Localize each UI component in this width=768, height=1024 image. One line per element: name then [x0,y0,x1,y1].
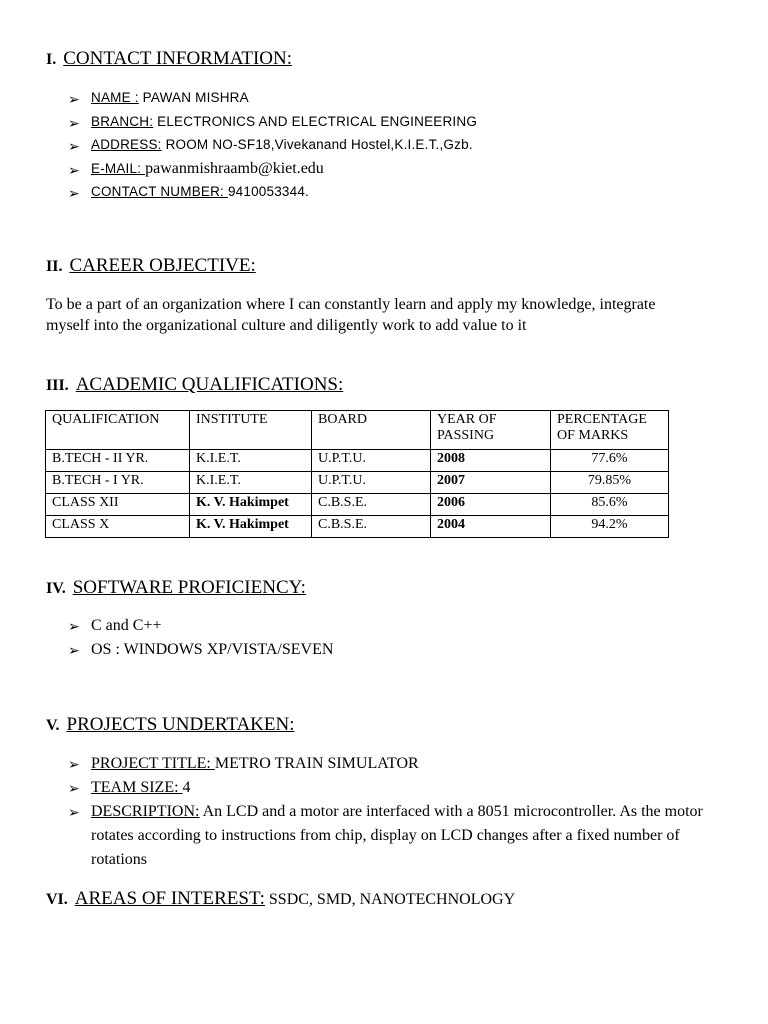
section-number: VI. [46,891,68,908]
section-title: PROJECTS UNDERTAKEN: [66,714,295,735]
list-item [68,641,333,665]
table-cell: C.B.S.E. [312,516,431,538]
table-cell: CLASS XII [46,494,190,516]
header-cell: QUALIFICATION [46,411,190,450]
section-title: SOFTWARE PROFICIENCY: [72,577,306,598]
item-label: DESCRIPTION: [91,803,200,820]
arrow-bullet-icon: ➢ [68,620,80,635]
list-item [68,160,477,184]
list-item [68,752,731,776]
section-academic-heading [46,374,343,396]
interests-value: SSDC, SMD, NANOTECHNOLOGY [264,891,516,908]
email-value[interactable]: pawanmishraamb@kiet.edu [145,159,324,177]
table-cell: 85.6% [551,494,669,516]
list-item [68,617,333,641]
item-text: C and C++ [91,617,162,634]
section-title: CONTACT INFORMATION: [63,48,293,69]
header-cell: BOARD [312,411,431,450]
arrow-bullet-icon: ➢ [68,114,80,131]
table-row [46,472,669,494]
section-number: I. [46,51,57,68]
item-value: An LCD and a motor are interfaced with a 8051 microcontroller. As the motor rotates according to instructions from chip, display on LCD changes after a fixed number of rotations [91,803,703,868]
item-value: PAWAN MISHRA [138,90,249,105]
table-row [46,494,669,516]
section-projects-heading [46,714,295,736]
table-cell: K.I.E.T. [190,450,312,472]
header-cell: INSTITUTE [190,411,312,450]
item-value: 9410053344. [227,184,310,199]
item-label: E-MAIL: [91,160,146,176]
section-contact-heading [46,48,292,70]
table-cell: C.B.S.E. [312,494,431,516]
item-label: ADDRESS: [91,137,162,152]
arrow-bullet-icon: ➢ [68,185,80,201]
section-software-heading [46,577,306,599]
table-cell: K. V. Hakimpet [190,516,312,538]
table-cell: U.P.T.U. [312,472,431,494]
section-objective-heading [46,255,256,277]
table-cell: 77.6% [551,450,669,472]
item-value: METRO TRAIN SIMULATOR [214,755,419,772]
table-cell: 2008 [431,450,551,472]
item-label: CONTACT NUMBER: [91,184,228,199]
table-cell: K.I.E.T. [190,472,312,494]
item-value: ELECTRONICS AND ELECTRICAL ENGINEERING [153,113,478,129]
item-label: TEAM SIZE: [91,779,183,796]
table-cell: K. V. Hakimpet [190,494,312,516]
table-row [46,516,669,538]
list-item [68,136,477,160]
table-header-row [46,411,669,450]
section-interests-heading [46,888,515,910]
arrow-bullet-icon: ➢ [68,138,80,154]
section-number: IV. [46,580,66,597]
list-item [68,800,731,872]
section-title: ACADEMIC QUALIFICATIONS: [75,374,344,395]
item-label: NAME : [91,90,139,105]
item-text: OS : WINDOWS XP/VISTA/SEVEN [91,641,334,658]
table-cell: 2007 [431,472,551,494]
section-title: CAREER OBJECTIVE: [69,255,256,276]
table-cell: 79.85% [551,472,669,494]
contact-list [68,89,477,207]
table-cell: 2004 [431,516,551,538]
item-label: BRANCH: [91,113,154,129]
section-number: II. [46,258,63,275]
table-cell: B.TECH - II YR. [46,450,190,472]
item-label: PROJECT TITLE: [91,755,215,772]
qualifications-table [45,410,669,538]
table-cell: U.P.T.U. [312,450,431,472]
software-list [68,617,333,665]
table-cell: CLASS X [46,516,190,538]
table-cell: B.TECH - I YR. [46,472,190,494]
table-cell: 94.2% [551,516,669,538]
projects-list [68,752,731,872]
arrow-bullet-icon: ➢ [68,782,80,797]
section-number: V. [46,717,60,734]
arrow-bullet-icon: ➢ [68,758,80,773]
list-item [68,89,477,113]
header-cell: YEAR OF PASSING [431,411,551,450]
list-item [68,776,731,800]
table-cell: 2006 [431,494,551,516]
arrow-bullet-icon: ➢ [68,644,80,659]
arrow-bullet-icon: ➢ [68,91,80,107]
header-cell: PERCENTAGE OF MARKS [551,411,669,450]
section-title: AREAS OF INTEREST: [74,888,265,909]
section-number: III. [46,377,69,394]
list-item [68,113,477,137]
item-value: ROOM NO-SF18,Vivekanand Hostel,K.I.E.T.,Gzb. [161,137,473,152]
list-item [68,183,477,207]
arrow-bullet-icon: ➢ [68,161,80,178]
arrow-bullet-icon: ➢ [68,806,80,821]
item-value: 4 [182,779,191,796]
objective-text: To be a part of an organization where I can constantly learn and apply my knowledge, integrate myself into the organizational culture and diligently work to add value to it [46,296,656,334]
table-row [46,450,669,472]
